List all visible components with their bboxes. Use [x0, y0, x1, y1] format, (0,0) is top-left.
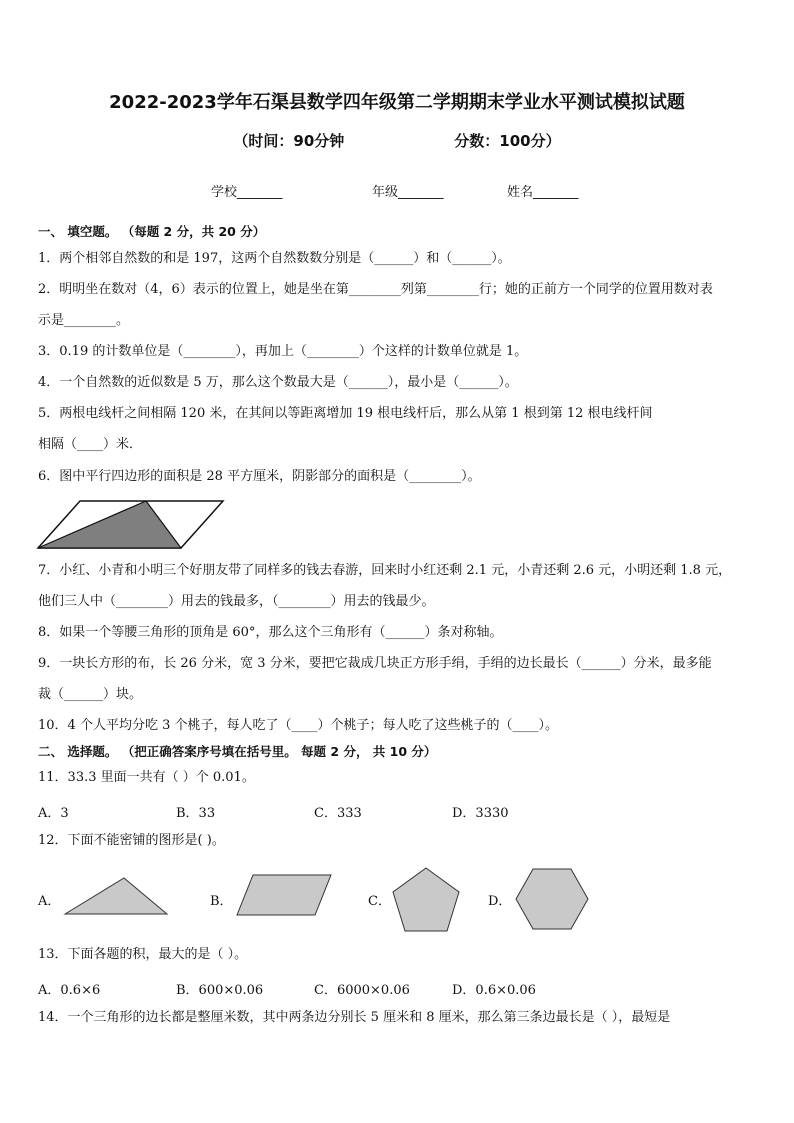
q11-option-c: C．333: [314, 806, 362, 821]
exam-time: （时间：90分钟: [233, 132, 345, 150]
q12-label-d: D．: [488, 894, 512, 909]
name-field: 姓名_______: [507, 185, 579, 200]
q11-option-d: D．3330: [452, 806, 509, 821]
question-13: 13．下面各题的积，最大的是（ ）。: [38, 947, 248, 962]
q11-option-a: A．3: [38, 806, 69, 821]
question-9-line1: 9．一块长方形的布，长 26 分米，宽 3 分米，要把它裁成几块正方形手绢，手绢的边长最长（______）分米，最多能: [38, 656, 712, 671]
hexagon-shape: [515, 868, 589, 930]
question-5-line2: 相隔（____）米．: [38, 437, 143, 452]
question-9-line2: 裁（______）块。: [38, 687, 143, 702]
q13-option-a: A．0.6×6: [38, 983, 101, 998]
grade-field: 年级_______: [372, 185, 444, 200]
q12-label-b: B．: [210, 894, 233, 909]
question-1: 1．两个相邻自然数的和是 197，这两个自然数数分别是（______）和（______）。: [38, 251, 511, 266]
pentagon-shape: [391, 867, 461, 933]
exam-score: 分数：100分）: [454, 132, 561, 150]
question-3: 3．0.19 的计数单位是（________），再加上（________）个这样的计数单位就是 1。: [38, 344, 528, 359]
q13-option-c: C．6000×0.06: [314, 983, 410, 998]
section2-heading: 二、 选择题。 （把正确答案序号填在括号里。 每题 2 分， 共 10 分）: [38, 744, 437, 759]
question-11: 11．33.3 里面一共有（ ）个 0.01。: [38, 770, 255, 785]
school-field: 学校_______: [211, 185, 283, 200]
triangle-shape: [64, 876, 168, 916]
question-8: 8．如果一个等腰三角形的顶角是 60°，那么这个三角形有（______）条对称轴。: [38, 625, 503, 640]
question-4: 4．一个自然数的近似数是 5 万，那么这个数最大是（______），最小是（______）。: [38, 375, 518, 390]
q11-option-b: B．33: [176, 806, 216, 821]
q12-label-a: A．: [38, 894, 61, 909]
section1-heading: 一、 填空题。 （每题 2 分，共 20 分）: [38, 224, 266, 239]
parallelogram-figure: [38, 500, 224, 550]
q13-option-d: D．0.6×0.06: [452, 983, 536, 998]
question-10: 10．4 个人平均分吃 3 个桃子，每人吃了（____）个桃子；每人吃了这些桃子的（____）。: [38, 718, 558, 733]
parallelogram-shape: [236, 874, 332, 916]
question-7-line1: 7．小红、小青和小明三个好朋友带了同样多的钱去春游，回来时小红还剩 2.1 元，小青还剩 2.6 元，小明还剩 1.8 元，: [38, 563, 732, 578]
question-12: 12．下面不能密铺的图形是( )。: [38, 833, 225, 848]
question-2-line1: 2．明明坐在数对（4，6）表示的位置上，她是坐在第________列第________行；她的正前方一个同学的位置用数对表: [38, 282, 713, 297]
exam-subtitle: [0, 130, 794, 151]
question-5-line1: 5．两根电线杆之间相隔 120 米，在其间以等距离增加 19 根电线杆后，那么从第 1 根到第 12 根电线杆间: [38, 406, 653, 421]
q12-label-c: C．: [368, 894, 391, 909]
q13-option-b: B．600×0.06: [176, 983, 264, 998]
question-14: 14．一个三角形的边长都是整厘米数，其中两条边分别长 5 厘米和 8 厘米，那么第三条边最长是（ ），最短是: [38, 1010, 671, 1025]
question-2-line2: 示是________。: [38, 313, 130, 328]
question-6: 6．图中平行四边形的面积是 28 平方厘米，阴影部分的面积是（________）。: [38, 469, 481, 484]
page-title: 2022-2023学年石渠县数学四年级第二学期期末学业水平测试模拟试题: [109, 92, 685, 113]
question-7-line2: 他们三人中（________）用去的钱最多，（________）用去的钱最少。: [38, 594, 435, 609]
